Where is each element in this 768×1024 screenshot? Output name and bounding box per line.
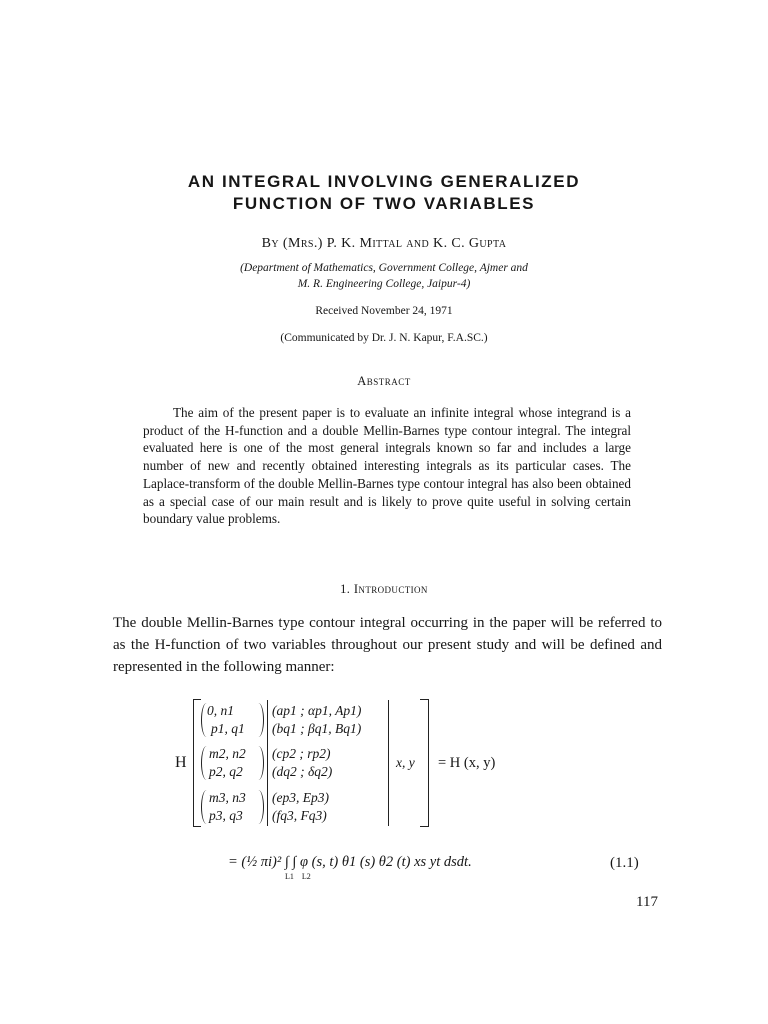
authors: By (Mrs.) P. K. Mittal and K. C. Gupta [261, 236, 507, 251]
separator-bar-1 [267, 700, 268, 826]
right-bracket [428, 699, 429, 827]
received-date: Received November 24, 1971 [315, 305, 453, 317]
separator-bar-2 [388, 700, 389, 826]
paper-title-line-1: AN INTEGRAL INVOLVING GENERALIZED [187, 172, 581, 191]
block3-indices-bottom: p3, q3 [209, 808, 243, 823]
block2-indices-bottom: p2, q2 [209, 764, 243, 779]
abstract-text: The aim of the present paper is to evaluate an infinite integral whose integrand is a product of the H-function and a double Mellin-Barnes type contour integral. The integral evaluated here is one of the most general integrals known so far and includes a large number of new and recently obtained interesting integrals as its particular cases. The Laplace-transform of the double Mellin-Barnes type contour integral has also been obtained as a special case of our main result and is likely to prove quite useful in solving certain boundary value problems. [143, 405, 631, 527]
left-bracket [193, 699, 194, 827]
h-function-rhs: = H (x, y) [438, 755, 496, 771]
block3-params-top: (ep3, Ep3) [272, 790, 329, 805]
block1-indices-top: 0, n1 [207, 703, 234, 718]
affiliation-line-1: (Department of Mathematics, Government College, Ajmer and [240, 262, 528, 274]
h-function-arguments: x, y [396, 755, 415, 770]
block2-params-top: (cp2 ; rp2) [272, 746, 331, 761]
block1-indices-bottom: p1, q1 [211, 721, 245, 736]
abstract-heading: Abstract [357, 374, 411, 388]
equation-number: (1.1) [610, 855, 639, 871]
block2-indices-top: m2, n2 [209, 746, 246, 761]
paper-title-line-2: FUNCTION OF TWO VARIABLES [232, 194, 536, 213]
integral-limits: L1 L2 [285, 872, 311, 881]
block2-params-bottom: (dq2 ; δq2) [272, 764, 333, 779]
h-function-symbol: H [175, 754, 187, 771]
affiliation-line-2: M. R. Engineering College, Jaipur-4) [297, 278, 471, 290]
block1-params-bottom: (bq1 ; βq1, Bq1) [272, 721, 362, 736]
communicated-by: (Communicated by Dr. J. N. Kapur, F.A.SC.) [280, 332, 488, 344]
integral-expression: = (½ πi)² ∫ ∫ φ (s, t) θ1 (s) θ2 (t) xs yt dsdt. [228, 854, 472, 870]
page-number: 117 [636, 894, 658, 910]
introduction-text: The double Mellin-Barnes type contour integral occurring in the paper will be referred to as the H-function of two variables throughout our present study and will be defined and represented in the following manner: [113, 615, 662, 675]
block1-params-top: (ap1 ; αp1, Ap1) [272, 703, 362, 718]
block3-params-bottom: (fq3, Fq3) [272, 808, 327, 823]
introduction-heading: 1. Introduction [340, 582, 428, 596]
block3-indices-top: m3, n3 [209, 790, 246, 805]
